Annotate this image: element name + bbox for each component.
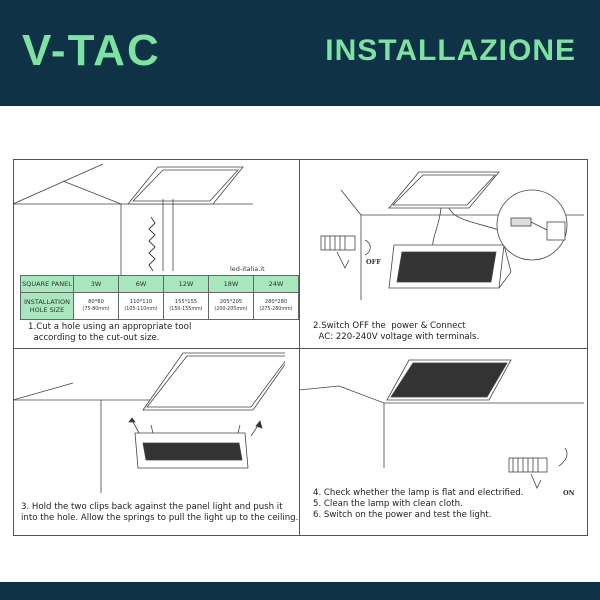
step4-illustration bbox=[299, 348, 587, 496]
step1-text-line2: according to the cut-out size. bbox=[28, 333, 160, 343]
step2-text-line2: AC: 220-240V voltage with terminals. bbox=[313, 332, 480, 342]
step2-illustration bbox=[299, 160, 587, 315]
table-cell-power: 12W bbox=[164, 276, 209, 293]
table-header-square-panel: SQUARE PANEL bbox=[21, 276, 74, 293]
step3-text-line1: 3. Hold the two clips back against the panel light and push it bbox=[21, 502, 283, 512]
table-header-hole: HOLE SIZE bbox=[29, 306, 65, 314]
size-value: 155*155 bbox=[174, 299, 198, 305]
table-row-power bbox=[21, 276, 299, 293]
step1-illustration bbox=[13, 159, 285, 279]
page-title: INSTALLAZIONE bbox=[325, 34, 576, 67]
size-range: (75-80mm) bbox=[82, 307, 110, 312]
off-label: OFF bbox=[366, 258, 381, 266]
table-cell-size bbox=[209, 293, 254, 320]
table-cell-power: 3W bbox=[74, 276, 119, 293]
step4-text-line3: 6. Switch on the power and test the light. bbox=[313, 510, 492, 520]
table-cell-size bbox=[164, 293, 209, 320]
brand-logo: V-TAC bbox=[22, 26, 161, 75]
size-value: 280*280 bbox=[264, 299, 288, 305]
size-range: (105-110mm) bbox=[124, 307, 158, 312]
header-bar bbox=[0, 0, 600, 106]
footer-bar bbox=[0, 582, 600, 600]
step4-text-line1: 4. Check whether the lamp is flat and electrified. bbox=[313, 488, 524, 498]
table-header-installation: INSTALLATION bbox=[23, 298, 71, 306]
on-label: ON bbox=[563, 489, 575, 497]
table-cell-power: 18W bbox=[209, 276, 254, 293]
size-value: 110*110 bbox=[129, 299, 153, 305]
step3-illustration bbox=[13, 348, 285, 498]
table-header-hole-size bbox=[21, 293, 74, 320]
size-value: 205*205 bbox=[219, 299, 243, 305]
table-cell-power: 6W bbox=[119, 276, 164, 293]
size-range: (200-205mm) bbox=[214, 307, 248, 312]
size-range: (150-155mm) bbox=[169, 307, 203, 312]
step4-text-line2: 5. Clean the lamp with clean cloth. bbox=[313, 499, 463, 509]
step2-text-line1: 2.Switch OFF the power & Connect bbox=[313, 321, 466, 331]
size-table bbox=[20, 275, 299, 320]
table-cell-size bbox=[254, 293, 299, 320]
table-cell-size bbox=[74, 293, 119, 320]
size-value: 80*80 bbox=[88, 299, 104, 305]
table-cell-size bbox=[119, 293, 164, 320]
step3-text-line2: into the hole. Allow the springs to pull the light up to the ceiling. bbox=[21, 513, 299, 523]
table-cell-power: 24W bbox=[254, 276, 299, 293]
size-range: (275-280mm) bbox=[259, 307, 293, 312]
table-row-hole-size bbox=[21, 293, 299, 320]
step1-text-line1: 1.Cut a hole using an appropriate tool bbox=[28, 322, 192, 332]
website-label: led-italia.it bbox=[230, 265, 265, 273]
